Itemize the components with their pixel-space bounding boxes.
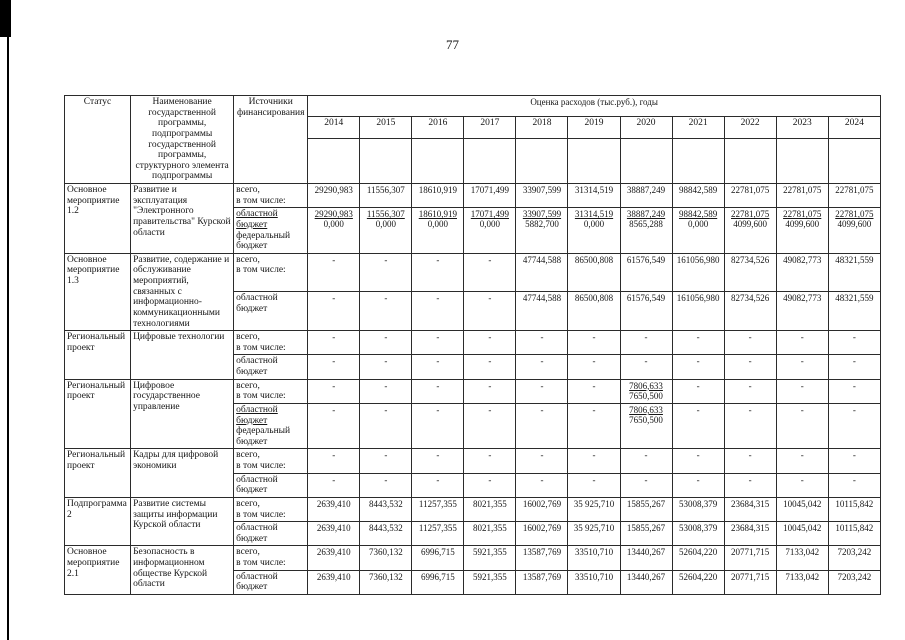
value-cell: 18610,919 0,000 <box>412 208 464 254</box>
value-cell: - <box>776 355 828 379</box>
value-cell: - <box>360 331 412 355</box>
value-cell: 7133,042 <box>776 570 828 594</box>
header-filler-cell <box>828 139 880 184</box>
table-row <box>65 331 881 355</box>
year-header: 2016 <box>412 116 464 138</box>
value-cell: 53008,379 <box>672 522 724 546</box>
value-cell: 17071,499 0,000 <box>464 208 516 254</box>
value-cell: 47744,588 <box>516 292 568 331</box>
value-cell: - <box>672 355 724 379</box>
value-cell: - <box>620 331 672 355</box>
funding-source-cell: всего, в том числе: <box>234 184 308 208</box>
value-cell: 7203,242 <box>828 546 880 570</box>
program-name-cell: Развитие и эксплуатация "Электронного правительства" Курской области <box>131 184 234 254</box>
value-cell: - <box>724 355 776 379</box>
header-filler-cell <box>412 139 464 184</box>
value-cell: - <box>776 403 828 449</box>
value-cell: 35 925,710 <box>568 497 620 521</box>
value-cell: - <box>776 473 828 497</box>
value-cell: - <box>828 331 880 355</box>
value-cell: - <box>776 379 828 403</box>
year-header: 2019 <box>568 116 620 138</box>
value-cell: - <box>308 292 360 331</box>
value-cell: 22781,075 4099,600 <box>776 208 828 254</box>
value-cell: 20771,715 <box>724 570 776 594</box>
value-cell: - <box>360 473 412 497</box>
value-cell: 7203,242 <box>828 570 880 594</box>
value-cell: 82734,526 <box>724 292 776 331</box>
value-cell: 11257,355 <box>412 497 464 521</box>
header-filler-cell <box>360 139 412 184</box>
year-header: 2014 <box>308 116 360 138</box>
funding-source-cell: всего, в том числе: <box>234 253 308 292</box>
value-cell: - <box>724 449 776 473</box>
value-cell: 2639,410 <box>308 522 360 546</box>
value-cell: 61576,549 <box>620 253 672 292</box>
value-cell: - <box>412 331 464 355</box>
header-program-name: Наименование государственной программы, подпрограммы государственной программы, структурного элемента подпрограммы <box>131 96 234 184</box>
value-cell: 6996,715 <box>412 570 464 594</box>
value-cell: - <box>412 355 464 379</box>
value-cell: - <box>828 403 880 449</box>
table-header <box>65 96 881 184</box>
value-cell: - <box>724 403 776 449</box>
funding-source-cell: всего, в том числе: <box>234 379 308 403</box>
year-header: 2015 <box>360 116 412 138</box>
funding-source-cell: всего, в том числе: <box>234 497 308 521</box>
value-cell: - <box>620 473 672 497</box>
value-cell: 8021,355 <box>464 497 516 521</box>
value-cell: - <box>516 449 568 473</box>
value-cell: 16002,769 <box>516 522 568 546</box>
table-body <box>65 184 881 595</box>
value-cell: 13587,769 <box>516 570 568 594</box>
header-costs: Оценка расходов (тыс.руб.), годы <box>308 96 881 117</box>
status-cell: Подпрограмма 2 <box>65 497 131 546</box>
value-cell: 10045,042 <box>776 522 828 546</box>
program-name-cell: Развитие системы защиты информации Курской области <box>131 497 234 546</box>
value-cell: - <box>308 449 360 473</box>
header-filler-cell <box>724 139 776 184</box>
value-cell: - <box>568 449 620 473</box>
value-cell: 98842,589 <box>672 184 724 208</box>
value-cell: - <box>776 449 828 473</box>
value-cell: 11257,355 <box>412 522 464 546</box>
value-cell: - <box>412 403 464 449</box>
value-cell: 18610,919 <box>412 184 464 208</box>
table-row <box>65 497 881 521</box>
scan-artifact-blob <box>0 0 11 37</box>
value-cell: 33510,710 <box>568 570 620 594</box>
funding-source-cell: областной бюджет <box>234 473 308 497</box>
value-cell: - <box>464 473 516 497</box>
value-cell: 29290,983 <box>308 184 360 208</box>
value-cell: - <box>412 292 464 331</box>
value-cell: 31314,519 0,000 <box>568 208 620 254</box>
header-filler-cell <box>672 139 724 184</box>
year-header: 2021 <box>672 116 724 138</box>
value-cell: - <box>464 292 516 331</box>
status-cell: Основное мероприятие 1.2 <box>65 184 131 254</box>
funding-source-cell: областной бюджет <box>234 355 308 379</box>
value-cell: 10045,042 <box>776 497 828 521</box>
value-cell: - <box>620 449 672 473</box>
value-cell: - <box>360 379 412 403</box>
value-cell: - <box>360 449 412 473</box>
value-cell: - <box>516 379 568 403</box>
value-cell: 8021,355 <box>464 522 516 546</box>
header-filler-cell <box>308 139 360 184</box>
value-cell: - <box>724 331 776 355</box>
value-cell: - <box>672 403 724 449</box>
funding-source-cell: всего, в том числе: <box>234 546 308 570</box>
value-cell: 47744,588 <box>516 253 568 292</box>
value-cell: 2639,410 <box>308 497 360 521</box>
value-cell: - <box>360 355 412 379</box>
value-cell: 17071,499 <box>464 184 516 208</box>
value-cell: 86500,808 <box>568 292 620 331</box>
value-cell: 10115,842 <box>828 522 880 546</box>
program-name-cell: Кадры для цифровой экономики <box>131 449 234 498</box>
value-cell: - <box>568 403 620 449</box>
table-row <box>65 253 881 292</box>
table-row <box>65 449 881 473</box>
value-cell: - <box>360 253 412 292</box>
value-cell: 7806,633 7650,500 <box>620 379 672 403</box>
funding-source-cell: всего, в том числе: <box>234 449 308 473</box>
value-cell: 22781,075 <box>724 184 776 208</box>
value-cell: 16002,769 <box>516 497 568 521</box>
value-cell: 8443,532 <box>360 497 412 521</box>
funding-source-cell: всего, в том числе: <box>234 331 308 355</box>
value-cell: - <box>724 473 776 497</box>
value-cell: 20771,715 <box>724 546 776 570</box>
header-filler-cell <box>620 139 672 184</box>
header-filler-cell <box>568 139 620 184</box>
page-number: 77 <box>446 37 459 52</box>
value-cell: 38887,249 <box>620 184 672 208</box>
value-cell: 31314,519 <box>568 184 620 208</box>
value-cell: 98842,589 0,000 <box>672 208 724 254</box>
value-cell: 22781,075 4099,600 <box>724 208 776 254</box>
value-cell: 49082,773 <box>776 253 828 292</box>
value-cell: 7360,132 <box>360 570 412 594</box>
value-cell: - <box>412 473 464 497</box>
table-row <box>65 184 881 208</box>
value-cell: 10115,842 <box>828 497 880 521</box>
table-row <box>65 546 881 570</box>
value-cell: - <box>464 403 516 449</box>
value-cell: 48321,559 <box>828 253 880 292</box>
value-cell: - <box>776 331 828 355</box>
value-cell: - <box>672 379 724 403</box>
value-cell: - <box>308 331 360 355</box>
value-cell: 13440,267 <box>620 546 672 570</box>
value-cell: 2639,410 <box>308 570 360 594</box>
header-filler-cell <box>464 139 516 184</box>
scan-artifact-edge <box>7 0 9 640</box>
value-cell: - <box>360 292 412 331</box>
value-cell: - <box>464 253 516 292</box>
value-cell: 22781,075 <box>776 184 828 208</box>
program-name-cell: Развитие, содержание и обслуживание мероприятий, связанных с информационно-коммуникационными технологиями <box>131 253 234 330</box>
value-cell: - <box>568 473 620 497</box>
value-cell: - <box>828 473 880 497</box>
value-cell: 161056,980 <box>672 253 724 292</box>
value-cell: 7806,633 7650,500 <box>620 403 672 449</box>
header-funding-source: Источники финансирования <box>234 96 308 184</box>
value-cell: - <box>464 449 516 473</box>
value-cell: - <box>672 331 724 355</box>
value-cell: 13587,769 <box>516 546 568 570</box>
value-cell: 5921,355 <box>464 570 516 594</box>
header-status: Статус <box>65 96 131 184</box>
status-cell: Региональный проект <box>65 449 131 498</box>
value-cell: 86500,808 <box>568 253 620 292</box>
value-cell: 23684,315 <box>724 497 776 521</box>
value-cell: 23684,315 <box>724 522 776 546</box>
value-cell: 61576,549 <box>620 292 672 331</box>
value-cell: - <box>412 253 464 292</box>
year-header: 2023 <box>776 116 828 138</box>
program-name-cell: Цифровые технологии <box>131 331 234 380</box>
status-cell: Основное мероприятие 2.1 <box>65 546 131 595</box>
value-cell: - <box>516 403 568 449</box>
value-cell: 11556,307 <box>360 184 412 208</box>
value-cell: 8443,532 <box>360 522 412 546</box>
value-cell: 38887,249 8565,288 <box>620 208 672 254</box>
table-row <box>65 379 881 403</box>
value-cell: 2639,410 <box>308 546 360 570</box>
year-header: 2024 <box>828 116 880 138</box>
value-cell: 35 925,710 <box>568 522 620 546</box>
value-cell: - <box>308 253 360 292</box>
value-cell: - <box>516 355 568 379</box>
value-cell: - <box>308 473 360 497</box>
value-cell: - <box>620 355 672 379</box>
header-filler-cell <box>776 139 828 184</box>
value-cell: 13440,267 <box>620 570 672 594</box>
value-cell: - <box>308 379 360 403</box>
value-cell: 52604,220 <box>672 546 724 570</box>
year-header: 2018 <box>516 116 568 138</box>
funding-source-cell: областной бюджет <box>234 292 308 331</box>
value-cell: - <box>672 473 724 497</box>
year-header: 2020 <box>620 116 672 138</box>
value-cell: - <box>828 355 880 379</box>
value-cell: 29290,983 0,000 <box>308 208 360 254</box>
value-cell: 82734,526 <box>724 253 776 292</box>
value-cell: - <box>828 449 880 473</box>
value-cell: 7360,132 <box>360 546 412 570</box>
funding-source-cell: областной бюджет федеральный бюджет <box>234 208 308 254</box>
status-cell: Региональный проект <box>65 379 131 449</box>
program-name-cell: Безопасность в информационном обществе Курской области <box>131 546 234 595</box>
year-header: 2022 <box>724 116 776 138</box>
status-cell: Основное мероприятие 1.3 <box>65 253 131 330</box>
value-cell: - <box>464 331 516 355</box>
year-header: 2017 <box>464 116 516 138</box>
value-cell: - <box>308 355 360 379</box>
header-filler-cell <box>516 139 568 184</box>
value-cell: - <box>828 379 880 403</box>
value-cell: - <box>360 403 412 449</box>
value-cell: 33907,599 <box>516 184 568 208</box>
status-cell: Региональный проект <box>65 331 131 380</box>
value-cell: - <box>412 379 464 403</box>
value-cell: - <box>464 379 516 403</box>
value-cell: 22781,075 4099,600 <box>828 208 880 254</box>
value-cell: 161056,980 <box>672 292 724 331</box>
value-cell: - <box>568 331 620 355</box>
value-cell: 5921,355 <box>464 546 516 570</box>
value-cell: - <box>516 331 568 355</box>
value-cell: 33907,599 5882,700 <box>516 208 568 254</box>
funding-source-cell: областной бюджет <box>234 522 308 546</box>
value-cell: 33510,710 <box>568 546 620 570</box>
value-cell: - <box>568 379 620 403</box>
value-cell: 15855,267 <box>620 522 672 546</box>
value-cell: 22781,075 <box>828 184 880 208</box>
value-cell: - <box>724 379 776 403</box>
program-name-cell: Цифровое государственное управление <box>131 379 234 449</box>
value-cell: - <box>308 403 360 449</box>
value-cell: 15855,267 <box>620 497 672 521</box>
value-cell: 49082,773 <box>776 292 828 331</box>
funding-source-cell: областной бюджет <box>234 570 308 594</box>
value-cell: - <box>516 473 568 497</box>
value-cell: 48321,559 <box>828 292 880 331</box>
value-cell: 11556,307 0,000 <box>360 208 412 254</box>
value-cell: - <box>672 449 724 473</box>
value-cell: - <box>412 449 464 473</box>
value-cell: - <box>568 355 620 379</box>
value-cell: - <box>464 355 516 379</box>
value-cell: 7133,042 <box>776 546 828 570</box>
funding-source-cell: областной бюджет федеральный бюджет <box>234 403 308 449</box>
value-cell: 52604,220 <box>672 570 724 594</box>
header-row-top <box>65 96 881 117</box>
value-cell: 53008,379 <box>672 497 724 521</box>
value-cell: 6996,715 <box>412 546 464 570</box>
budget-table <box>64 95 881 595</box>
